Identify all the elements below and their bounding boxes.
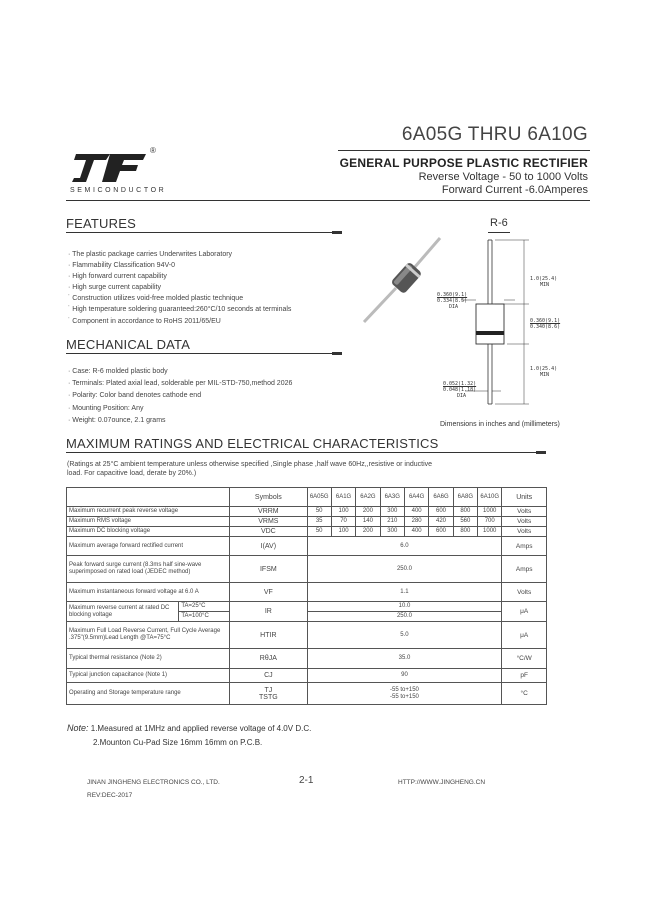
symbol-cell: VDC: [230, 527, 307, 537]
symbol-cell: VRMS: [230, 517, 307, 527]
symbol-cell: IR: [230, 602, 307, 622]
mechanical-item: · Polarity: Color band denotes cathode end: [68, 392, 202, 400]
page-number: 2-1: [299, 775, 314, 786]
symbol-cell: VRRM: [230, 507, 307, 517]
note-2: 2.Mounton Cu-Pad Size 16mm 16mm on P.C.B.: [93, 738, 263, 747]
table-row: [67, 507, 547, 517]
mechanical-list: [68, 366, 292, 427]
reverse-voltage-spec: Reverse Voltage - 50 to 1000 Volts: [418, 171, 588, 183]
value-cell: 5.0: [307, 622, 502, 649]
feature-item: · The plastic package carries Underwrites Laboratory: [68, 251, 233, 258]
table-row: [67, 556, 547, 583]
feature-item: · High forward current capability: [68, 273, 167, 281]
param-cell: Maximum instantaneous forward voltage at 6.0 A: [67, 583, 230, 602]
table-row: [67, 602, 547, 612]
notes: [67, 723, 311, 733]
dim-lead-bottom: 1.0(25.4) MIN: [530, 366, 558, 378]
symbol-cell: I(AV): [230, 537, 307, 556]
feature-item: ˙ Construction utilizes void-free molded plastic technique: [68, 295, 244, 303]
notes-label: Note:: [67, 723, 89, 733]
part-header: 6A2G: [356, 488, 380, 507]
unit-cell: Amps: [502, 537, 547, 556]
footer-revision: REV:DEC-2017: [87, 792, 133, 799]
value-cell: 35.0: [307, 649, 502, 669]
features-heading: FEATURES: [66, 216, 136, 231]
param-cell: Maximum DC blocking voltage: [67, 527, 230, 537]
part-header: 6A4G: [404, 488, 428, 507]
symbol-cell: RθJA: [230, 649, 307, 669]
unit-cell: pF: [502, 669, 547, 683]
value-cell: 300: [380, 507, 404, 517]
value-cell: 400: [404, 527, 428, 537]
value-cell: 1000: [478, 527, 502, 537]
value-cell: 560: [453, 517, 477, 527]
ratings-table: [66, 487, 547, 705]
features-rule-tick: [332, 231, 342, 234]
value-cell: 35: [307, 517, 331, 527]
value-cell: 10.0: [307, 602, 502, 612]
title-divider: [338, 150, 590, 151]
dim-body-diameter: 0.360(9.1) 0.334(8.5) DIA: [437, 292, 468, 310]
footer-company: JINAN JINGHENG ELECTRONICS CO., LTD.: [87, 779, 220, 786]
table-row: [67, 517, 547, 527]
header-divider: [66, 200, 590, 201]
condition-cell: TA=25°C: [179, 602, 230, 612]
value-cell: 800: [453, 527, 477, 537]
feature-item: ˙ Component in accordance to RoHS 2011/65/EU: [68, 317, 221, 325]
feature-item: · High surge current capability: [68, 284, 161, 292]
part-header: 6A05G: [307, 488, 331, 507]
value-cell: 200: [356, 527, 380, 537]
value-cell: 6.0: [307, 537, 502, 556]
feature-item: ˙ High temperature soldering guaranteed:260°C/10 seconds at terminals: [68, 306, 292, 314]
part-header: 6A10G: [478, 488, 502, 507]
param-cell: Maximum RMS voltage: [67, 517, 230, 527]
part-header: 6A1G: [331, 488, 355, 507]
param-cell: Typical junction capacitance (Note 1): [67, 669, 230, 683]
value-cell: 300: [380, 527, 404, 537]
value-cell: 250.0: [307, 556, 502, 583]
table-row: [67, 622, 547, 649]
table-row: [67, 649, 547, 669]
symbol-cell: CJ: [230, 669, 307, 683]
unit-cell: Amps: [502, 556, 547, 583]
unit-cell: Volts: [502, 517, 547, 527]
package-label-rule: [488, 232, 510, 233]
mechanical-item: · Terminals: Plated axial lead, solderable per MIL-STD-750,method 2026: [68, 380, 293, 388]
ratings-conditions-note: (Ratings at 25°C ambient temperature unless otherwise specified ,Single phase ,half wave 60Hz,,resistive or inductive load. For capacitive load, derate by 20%.): [67, 461, 433, 477]
note-1: 1.Measured at 1MHz and applied reverse voltage of 4.0V D.C.: [90, 724, 312, 733]
table-row: [67, 669, 547, 683]
value-cell: 200: [356, 507, 380, 517]
table-header-blank: [67, 488, 230, 507]
condition-cell: TA=100°C: [179, 612, 230, 622]
symbol-cell: HTIR: [230, 622, 307, 649]
value-cell: 70: [331, 517, 355, 527]
unit-cell: μA: [502, 602, 547, 622]
param-cell: Peak forward surge current (8.3ms half sine-wave superimposed on rated load (JEDEC method): [67, 556, 230, 583]
part-header: 6A6G: [429, 488, 453, 507]
value-cell: 800: [453, 507, 477, 517]
part-header: 6A3G: [380, 488, 404, 507]
symbol-cell: TJ TSTG: [230, 683, 307, 705]
param-cell: Maximum average forward rectified current: [67, 537, 230, 556]
value-cell: 50: [307, 507, 331, 517]
mechanical-item: · Mounting Position: Any: [68, 404, 144, 412]
symbols-header: Symbols: [230, 488, 307, 507]
units-header: Units: [502, 488, 547, 507]
dim-lead-top: 1.0(25.4) MIN: [530, 276, 558, 288]
product-subtitle: GENERAL PURPOSE PLASTIC RECTIFIER: [339, 156, 588, 170]
features-rule: [66, 232, 336, 233]
table-row: [67, 683, 547, 705]
value-cell: 100: [331, 527, 355, 537]
mechanical-item: · Weight: 0.07ounce, 2.1 grams: [68, 416, 166, 424]
company-tagline: SEMICONDUCTOR: [70, 187, 167, 194]
value-cell: 400: [404, 507, 428, 517]
dim-lead-diameter: 0.052(1.32) 0.048(1.18) DIA: [443, 381, 477, 399]
param-cell: Maximum reverse current at rated DC blocking voltage: [67, 602, 179, 622]
table-header-row: [67, 488, 547, 507]
unit-cell: °C: [502, 683, 547, 705]
ratings-heading: MAXIMUM RATINGS AND ELECTRICAL CHARACTERISTICS: [66, 436, 439, 451]
ratings-rule: [66, 452, 546, 453]
unit-cell: Volts: [502, 507, 547, 517]
unit-cell: °C/W: [502, 649, 547, 669]
table-row: [67, 537, 547, 556]
value-cell: 1.1: [307, 583, 502, 602]
unit-cell: Volts: [502, 583, 547, 602]
value-cell: 600: [429, 507, 453, 517]
dimensions-note: Dimensions in inches and (millimeters): [440, 421, 560, 428]
value-cell: 250.0: [307, 612, 502, 622]
value-cell: 140: [356, 517, 380, 527]
value-cell: 600: [429, 527, 453, 537]
value-cell: 210: [380, 517, 404, 527]
forward-current-spec: Forward Current -6.0Amperes: [441, 184, 588, 196]
footer-website: HTTP://WWW.JINGHENG.CN: [398, 779, 486, 786]
mechanical-item: · Case: R-6 molded plastic body: [68, 368, 168, 375]
table-row: [67, 583, 547, 602]
symbol-cell: IFSM: [230, 556, 307, 583]
mechanical-rule-tick: [332, 352, 342, 355]
feature-item: · Flammability Classification 94V-0: [68, 262, 175, 270]
param-cell: Maximum Full Load Reverse Current, Full Cycle Average .375"(9.5mm)Lead Length @TA=75°C: [67, 622, 230, 649]
value-cell: 280: [404, 517, 428, 527]
value-cell: 420: [429, 517, 453, 527]
param-cell: Typical thermal resistance (Note 2): [67, 649, 230, 669]
value-cell: 700: [478, 517, 502, 527]
registered-mark: ®: [150, 146, 156, 155]
symbol-cell: VF: [230, 583, 307, 602]
table-row: [67, 527, 547, 537]
value-cell: 100: [331, 507, 355, 517]
unit-cell: μA: [502, 622, 547, 649]
dim-body-length: 0.360(9.1) 0.340(8.6): [530, 318, 561, 330]
features-list: [68, 249, 291, 327]
value-cell: -55 to+150 -55 to+150: [307, 683, 502, 705]
part-title: 6A05G THRU 6A10G: [401, 124, 588, 145]
param-cell: Maximum recurrent peak reverse voltage: [67, 507, 230, 517]
package-label: R-6: [490, 217, 508, 229]
value-cell: 1000: [478, 507, 502, 517]
ratings-rule-tick: [536, 451, 546, 454]
mechanical-rule: [66, 353, 336, 354]
mechanical-heading: MECHANICAL DATA: [66, 337, 191, 352]
unit-cell: Volts: [502, 527, 547, 537]
param-cell: Operating and Storage temperature range: [67, 683, 230, 705]
part-header: 6A8G: [453, 488, 477, 507]
value-cell: 50: [307, 527, 331, 537]
value-cell: 90: [307, 669, 502, 683]
